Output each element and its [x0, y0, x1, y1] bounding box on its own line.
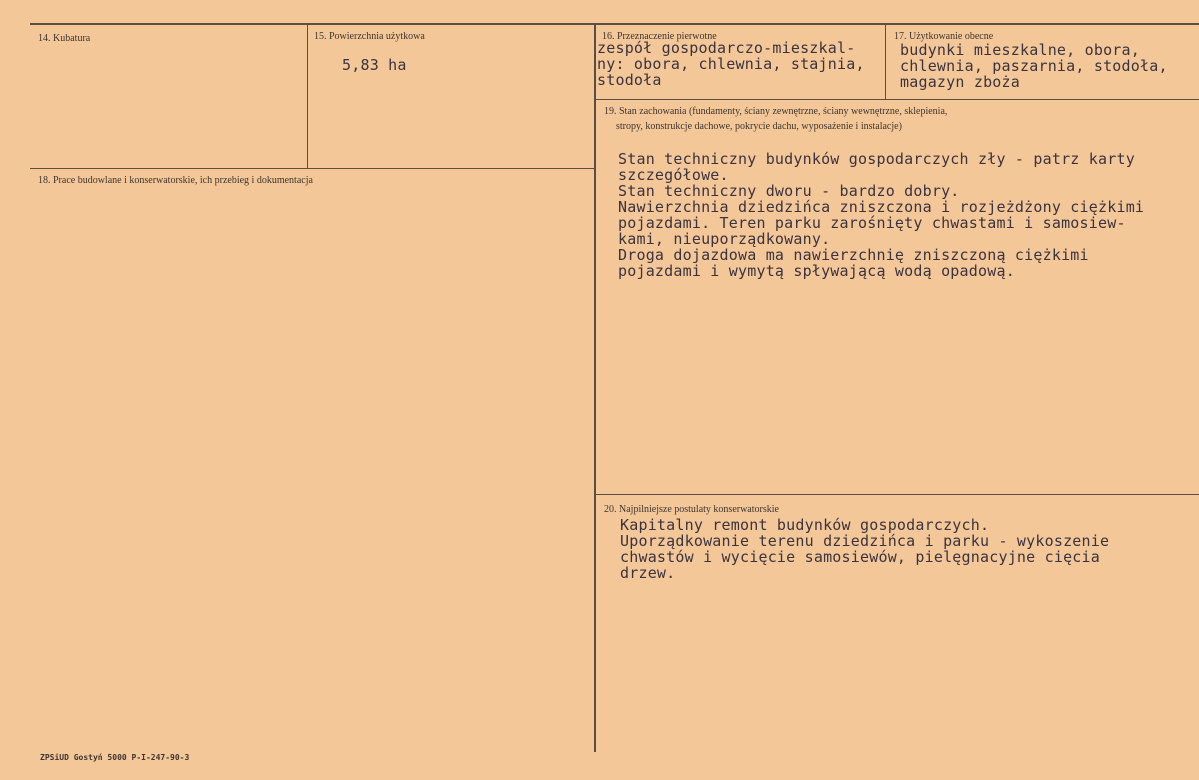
field-19-line: Stan techniczny dworu - bardzo dobry. — [618, 182, 960, 200]
field-19-line: Stan techniczny budynków gospodarczych zły - patrz karty — [618, 150, 1135, 168]
field-17-text — [900, 42, 1168, 90]
divider-main-vertical — [594, 24, 596, 752]
rule-under-14-15 — [30, 168, 595, 169]
field-20-line: chwastów i wycięcie samosiewów, pielęgnacyjne cięcia — [620, 548, 1100, 566]
divider-16-17 — [885, 24, 886, 100]
top-rule — [30, 23, 1199, 25]
field-16-line: stodoła — [597, 71, 662, 89]
field-19-line: pojazdami. Teren parku zarośnięty chwastami i samosiew- — [618, 214, 1126, 232]
field-19-label-line: stropy, konstrukcje dachowe, pokrycie dachu, wyposażenie i instalacje) — [616, 121, 902, 132]
field-16-text — [597, 40, 865, 88]
field-14-label: 14. Kubatura — [38, 33, 91, 44]
field-17-line: budynki mieszkalne, obora, — [900, 41, 1140, 59]
field-19-label — [604, 104, 947, 134]
field-20-line: Kapitalny remont budynków gospodarczych. — [620, 516, 990, 534]
field-16-line: ny: obora, chlewnia, stajnia, — [597, 55, 865, 73]
field-20-label: 20. Najpilniejsze postulaty konserwatorskie — [604, 504, 779, 515]
field-16-label: 16. Przeznaczenie pierwotne — [602, 31, 717, 42]
field-19-label-line: 19. Stan zachowania (fundamenty, ściany zewnętrzne, ściany wewnętrzne, sklepienia, — [604, 106, 948, 117]
field-15-value: 5,83 ha — [342, 56, 407, 74]
rule-under-16-17 — [595, 99, 1199, 100]
field-16-line: zespół gospodarczo-mieszkal- — [597, 39, 856, 57]
field-20-text — [620, 517, 1109, 581]
rule-under-19 — [595, 494, 1199, 495]
field-19-text — [618, 151, 1144, 279]
print-footer: ZPSiUD Gostyń 5000 P-I-247-90-3 — [40, 753, 190, 762]
divider-14-15 — [307, 24, 308, 168]
field-20-line: Uporządkowanie terenu dziedzińca i parku - wykoszenie — [620, 532, 1110, 550]
field-19-line: pojazdami i wymytą spływającą wodą opadową. — [618, 262, 1015, 280]
field-17-line: chlewnia, paszarnia, stodoła, — [900, 57, 1168, 75]
field-15-label: 15. Powierzchnia użytkowa — [314, 31, 425, 42]
field-18-label: 18. Prace budowlane i konserwatorskie, ich przebieg i dokumentacja — [38, 175, 313, 186]
field-17-label: 17. Użytkowanie obecne — [894, 31, 994, 42]
field-17-line: magazyn zboża — [900, 73, 1020, 91]
field-19-line: Nawierzchnia dziedzińca zniszczona i rozjeżdżony ciężkimi — [618, 198, 1145, 216]
field-19-line: szczegółowe. — [618, 166, 729, 184]
field-20-line: drzew. — [620, 564, 676, 582]
field-19-line: kami, nieuporządkowany. — [618, 230, 831, 248]
field-19-line: Droga dojazdowa ma nawierzchnię zniszczoną ciężkimi — [618, 246, 1089, 264]
